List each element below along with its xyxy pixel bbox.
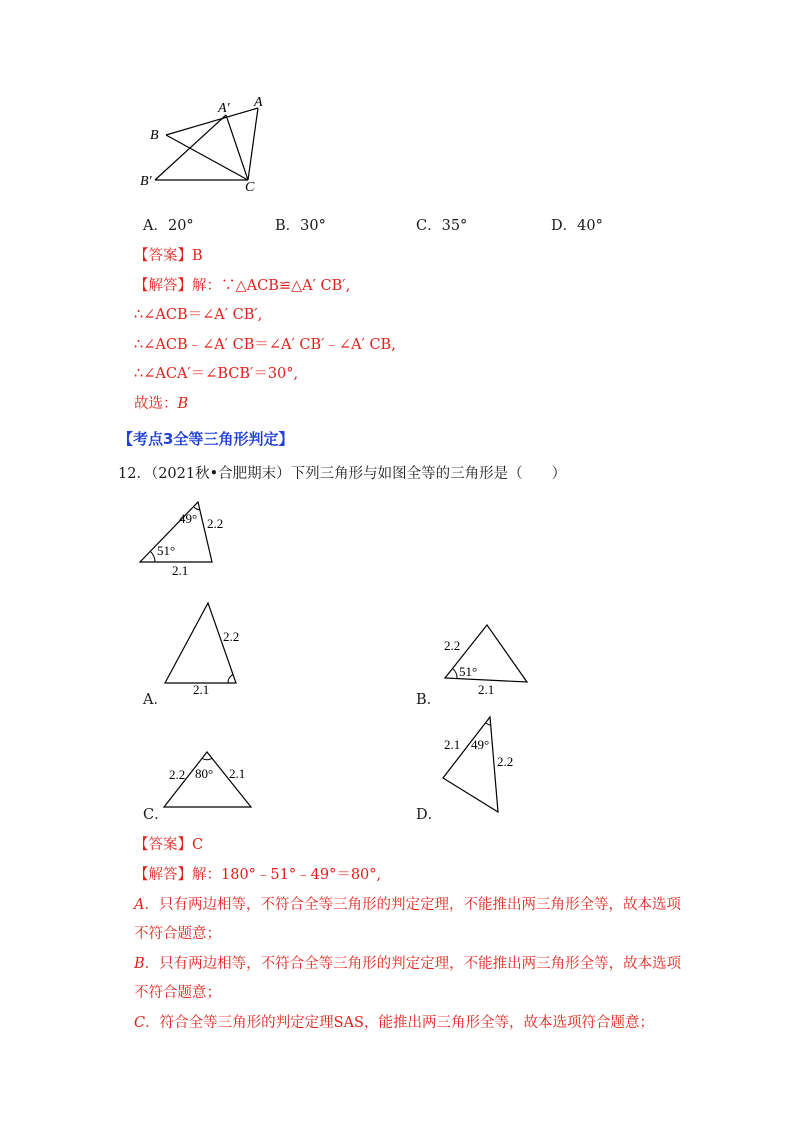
q12-option-c-letter: C． — [143, 807, 169, 823]
q11-option-d: D．40° — [551, 218, 603, 234]
option-c-angle-arc — [202, 758, 212, 760]
q11-analysis-line-2: ∴∠ACB＝∠A′ CB′, — [134, 307, 263, 323]
q12-analysis-b: B．只有两边相等，不符合全等三角形的判定定理，不能推出两三角形全等，故本选项 — [134, 956, 682, 972]
q12-option-b-letter: B． — [416, 692, 442, 708]
label-A-prime: A′ — [218, 101, 230, 116]
q12-analysis-a-cont: 不符合题意； — [134, 926, 221, 942]
q12-option-d-letter: D． — [416, 807, 443, 823]
segment-BA — [166, 108, 258, 135]
q11-analysis-line-4: ∴∠ACA′＝∠BCB′＝30°, — [134, 366, 299, 382]
segment-AC — [248, 108, 258, 180]
label-B-prime: B′ — [140, 174, 152, 189]
q12-stem: 12．（2021秋•合肥期末）下列三角形与如图全等的三角形是（ ） — [118, 466, 567, 482]
q12-analysis-first: 【解答】解：180°﹣51°﹣49°＝80°, — [134, 867, 382, 883]
q11-choose: 故选：B — [134, 396, 189, 412]
q12-option-c-figure — [160, 745, 260, 815]
main-triangle — [140, 502, 212, 562]
q12-main-figure — [130, 495, 240, 580]
q11-option-c: C．35° — [416, 218, 468, 234]
segment-BpAp — [155, 115, 226, 180]
option-b-angle-arc — [453, 669, 458, 679]
option-d-side-left: 2.1 — [444, 737, 461, 752]
q11-figure — [130, 90, 280, 195]
q11-option-a: A．20° — [143, 218, 194, 234]
option-a-side-right: 2.2 — [223, 629, 240, 644]
q12-analysis-b-cont: 不符合题意； — [134, 985, 221, 1001]
q12-analysis-c: C．符合全等三角形的判定定理SAS，能推出两三角形全等，故本选项符合题意； — [134, 1015, 654, 1031]
q12-option-a-figure — [160, 598, 250, 698]
option-d-angle: 49° — [471, 737, 490, 752]
q12-option-d-figure — [440, 712, 530, 817]
option-c-side-right: 2.1 — [229, 766, 246, 781]
main-side-bottom: 2.1 — [172, 563, 189, 578]
label-B: B — [150, 128, 159, 143]
option-d-triangle — [443, 717, 498, 812]
option-b-side-bottom: 2.1 — [478, 682, 495, 697]
main-angle-top: 49° — [179, 511, 198, 526]
segment-BC — [166, 135, 248, 180]
q11-answer: 【答案】B — [134, 248, 203, 264]
option-b-triangle — [445, 625, 527, 682]
option-b-side-left: 2.2 — [444, 638, 461, 653]
option-a-side-bottom: 2.1 — [193, 682, 210, 697]
q12-option-a-letter: A． — [143, 692, 168, 708]
main-angle-left: 51° — [157, 543, 176, 558]
q12-analysis-a: A．只有两边相等，不符合全等三角形的判定定理，不能推出两三角形全等，故本选项 — [134, 897, 681, 913]
option-a-angle-arc — [228, 675, 233, 684]
option-b-angle: 51° — [459, 664, 478, 679]
q12-answer: 【答案】C — [134, 837, 204, 853]
main-side-right: 2.2 — [207, 516, 224, 531]
q12-option-b-figure — [440, 620, 535, 700]
option-c-side-left: 2.2 — [169, 767, 186, 782]
q11-analysis-line-3: ∴∠ACB﹣∠A′ CB＝∠A′ CB′﹣∠A′ CB, — [134, 337, 396, 353]
q11-option-b: B．30° — [275, 218, 326, 234]
q11-analysis-line-1: 【解答】解：∵△ACB≌△A′ CB′, — [134, 278, 351, 294]
option-c-angle: 80° — [195, 766, 214, 781]
section-heading: 【考点3全等三角形判定】 — [118, 430, 294, 448]
option-d-side-right: 2.2 — [497, 754, 514, 769]
main-angle-left-arc — [151, 552, 156, 563]
label-C: C — [245, 180, 255, 195]
label-A: A — [254, 95, 263, 110]
